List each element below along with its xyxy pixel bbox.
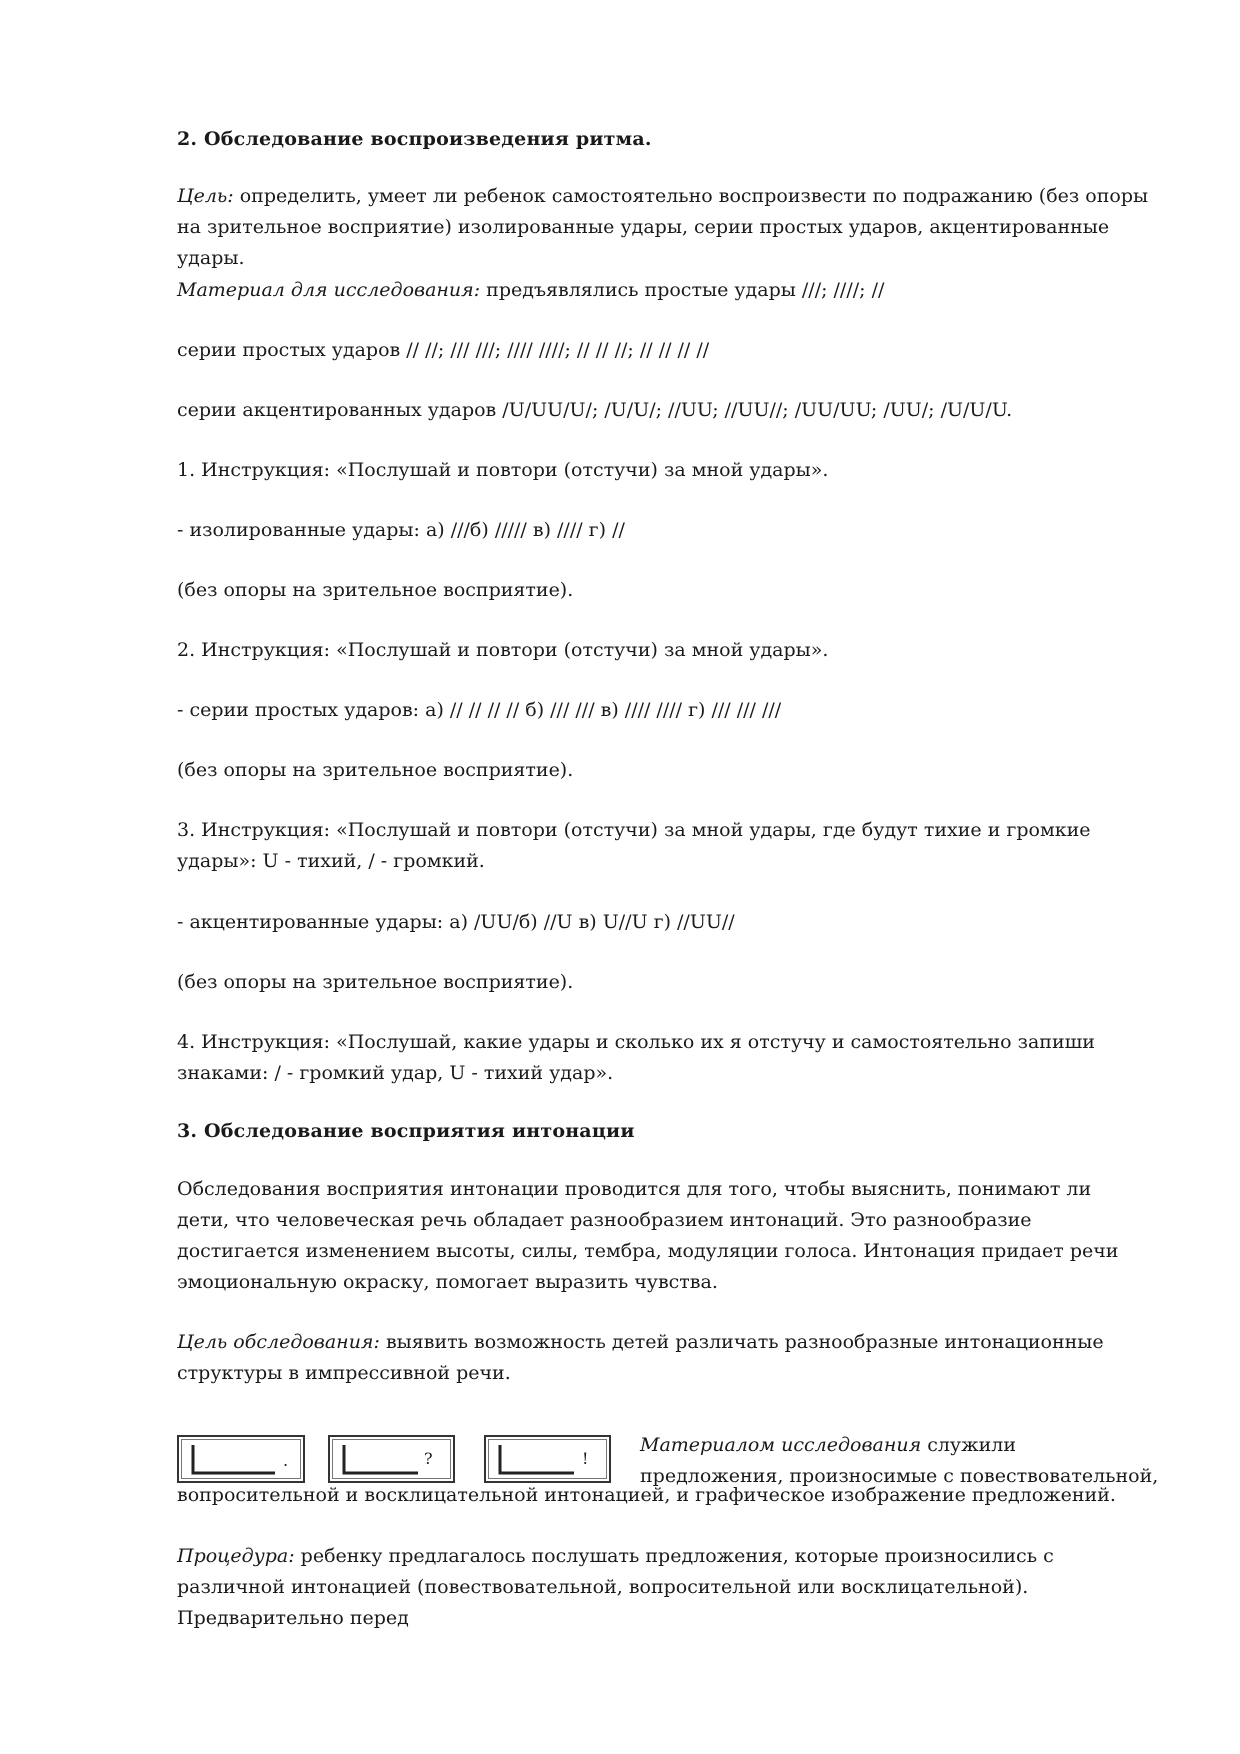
instruction-1-items: - изолированные удары: а) ///б) ///// в) //// г) // (177, 519, 625, 541)
rhythm-material (177, 275, 1157, 306)
section-heading-rhythm: 2. Обследование воспроизведения ритма. (177, 128, 652, 150)
instruction-2-items: - серии простых ударов: а) // // // // б) /// /// в) //// //// г) /// /// /// (177, 699, 782, 721)
section-heading-intonation: 3. Обследование восприятия интонации (177, 1120, 635, 1142)
sentence-scheme-icon (486, 1437, 609, 1481)
goal-text: выявить возможность детей различать разнообразные интонационные структуры в импрессивной речи. (177, 1331, 1104, 1384)
rhythm-goal (177, 181, 1157, 274)
intonation-procedure (177, 1541, 1157, 1634)
goal-label: Цель: (177, 185, 234, 207)
intonation-material-cont: вопросительной и восклицательной интонацией, и графическое изображение предложений. (177, 1484, 1116, 1506)
sentence-scheme-question (328, 1435, 455, 1483)
procedure-label: Процедура: (177, 1545, 295, 1567)
intonation-intro: Обследования восприятия интонации проводится для того, чтобы выяснить, понимают ли дети, что человеческая речь обладает разнообразием интонаций. Это разнообразие достигается изменением высоты, силы, тембра, модуляции голоса. Интонация придает речи эмоциональную окраску, помогает выразить чувства. (177, 1178, 1119, 1293)
sentence-scheme-declarative (177, 1435, 305, 1483)
sentence-scheme-icon (330, 1437, 453, 1481)
goal-label: Цель обследования: (177, 1331, 380, 1353)
material-text: предъявлялись простые удары ///; ////; // (480, 279, 885, 301)
goal-text: определить, умеет ли ребенок самостоятельно воспроизвести по подражанию (без опоры на зрительное восприятие) изолированные удары, серии простых ударов, акцентированные удары. (177, 185, 1149, 269)
scheme-mark-exclamation: ! (582, 1449, 589, 1468)
procedure-text: ребенку предлагалось послушать предложения, которые произносились с различной интонацией (повествовательной, вопросительной или восклицательной). Предварительно перед (177, 1545, 1054, 1629)
material-label: Материалом исследования (640, 1434, 922, 1456)
instruction-1: 1. Инструкция: «Послушай и повтори (отстучи) за мной удары». (177, 459, 829, 481)
intonation-goal (177, 1327, 1157, 1389)
no-visual-note-3: (без опоры на зрительное восприятие). (177, 971, 574, 993)
series-accent: серии акцентированных ударов /U/UU/U/; /U/U/; //UU; //UU//; /UU/UU; /UU/; /U/U/U. (177, 399, 1013, 421)
material-label: Материал для исследования: (177, 279, 481, 301)
scheme-mark-period: . (283, 1451, 289, 1470)
material-text: служили предложения, произносимые с повествовательной, (640, 1434, 1159, 1487)
no-visual-note-2: (без опоры на зрительное восприятие). (177, 759, 574, 781)
instruction-3-items: - акцентированные удары: а) /UU/б) //U в) U//U г) //UU// (177, 911, 735, 933)
sentence-scheme-exclamation (484, 1435, 611, 1483)
instruction-3: 3. Инструкция: «Послушай и повтори (отстучи) за мной удары, где будут тихие и громкие удары»: U - тихий, / - громкий. (177, 819, 1091, 872)
instruction-2: 2. Инструкция: «Послушай и повтори (отстучи) за мной удары». (177, 639, 829, 661)
series-simple: серии простых ударов // //; /// ///; //// ////; // // //; // // // // (177, 339, 710, 361)
no-visual-note-1: (без опоры на зрительное восприятие). (177, 579, 574, 601)
scheme-mark-question: ? (424, 1449, 433, 1468)
instruction-4: 4. Инструкция: «Послушай, какие удары и сколько их я отстучу и самостоятельно запиши знаками: / - громкий удар, U - тихий удар». (177, 1031, 1095, 1084)
